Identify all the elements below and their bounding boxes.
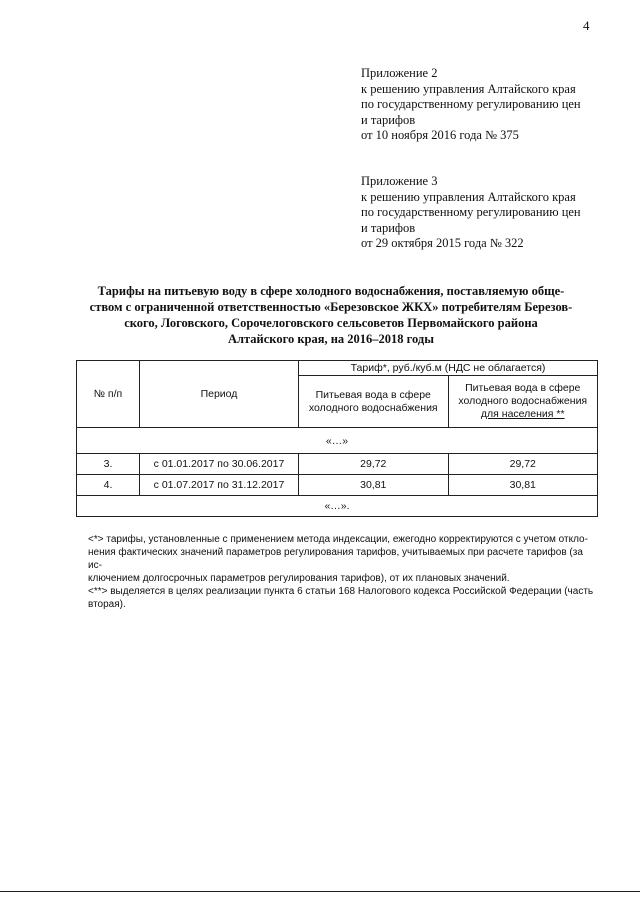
row-period: с 01.07.2017 по 31.12.2017 — [140, 475, 299, 496]
title-line: Алтайского края, на 2016–2018 годы — [227, 332, 435, 346]
appendix-line: к решению управления Алтайского края — [361, 189, 576, 204]
title-line: ского, Логовского, Сорочелоговского сельсоветов Первомайского района — [124, 316, 538, 330]
page-number: 4 — [583, 18, 590, 33]
appendix-line: по государственному регулированию цен — [361, 97, 581, 111]
appendix-line: и тарифов — [361, 112, 416, 127]
ellipsis-end-cell: «…». — [77, 496, 598, 517]
document-title — [75, 283, 587, 347]
row-tariff-general: 30,81 — [299, 475, 449, 496]
footnotes — [88, 533, 598, 611]
row-period: с 01.01.2017 по 30.06.2017 — [140, 454, 299, 475]
header-line: холодного водоснабжения — [308, 401, 438, 414]
ellipsis-cell: «…» — [77, 428, 598, 454]
header-number: № п/п — [77, 361, 140, 428]
appendix-line: и тарифов — [361, 220, 416, 235]
footnote-line: <*> тарифы, установленные с применением метода индексации, ежегодно корректируются с учетом откло- — [88, 534, 588, 545]
footnote-line: вторая). — [88, 599, 126, 610]
header-line: для населения ** — [480, 408, 565, 420]
appendix-line: по государственному регулированию цен — [361, 205, 581, 219]
title-line: ством с ограниченной ответственностью «Березовское ЖКХ» потребителям Березов- — [89, 300, 573, 314]
header-line: Питьевая вода в сфере — [315, 388, 431, 401]
header-water-population — [448, 376, 598, 428]
table-row — [77, 475, 598, 496]
tariff-table — [76, 360, 598, 517]
header-tariff: Тариф*, руб./куб.м (НДС не облагается) — [299, 361, 598, 376]
appendix-3-header — [361, 174, 581, 252]
row-number: 3. — [77, 454, 140, 475]
table-header-row — [77, 361, 598, 376]
footnote-line: ключением долгосрочных параметров регулирования тарифов), от их плановых значений. — [88, 573, 510, 584]
appendix-line: от 29 октября 2015 года № 322 — [361, 236, 524, 250]
table-row — [77, 428, 598, 454]
table-row — [77, 496, 598, 517]
footnote-line: <**> выделяется в целях реализации пункта 6 статьи 168 Налогового кодекса Российской Федерации (часть — [88, 586, 594, 597]
appendix-2-header — [361, 66, 581, 144]
title-line: Тарифы на питьевую воду в сфере холодного водоснабжения, поставляемую обще- — [97, 284, 565, 298]
row-tariff-population: 30,81 — [448, 475, 598, 496]
header-line: холодного водоснабжения — [458, 395, 588, 407]
table-row — [77, 454, 598, 475]
row-tariff-general: 29,72 — [299, 454, 449, 475]
appendix-line: к решению управления Алтайского края — [361, 81, 576, 96]
page-bottom-rule — [0, 891, 640, 892]
header-period: Период — [140, 361, 299, 428]
footnote-line: нения фактических значений параметров регулирования тарифов, учитываемых при расчете тарифов (за ис- — [88, 547, 583, 571]
header-line: Питьевая вода в сфере — [465, 382, 581, 394]
row-tariff-population: 29,72 — [448, 454, 598, 475]
appendix-line: от 10 ноября 2016 года № 375 — [361, 128, 519, 142]
appendix-line: Приложение 2 — [361, 66, 438, 80]
appendix-line: Приложение 3 — [361, 174, 438, 188]
row-number: 4. — [77, 475, 140, 496]
header-water-general — [299, 376, 449, 428]
